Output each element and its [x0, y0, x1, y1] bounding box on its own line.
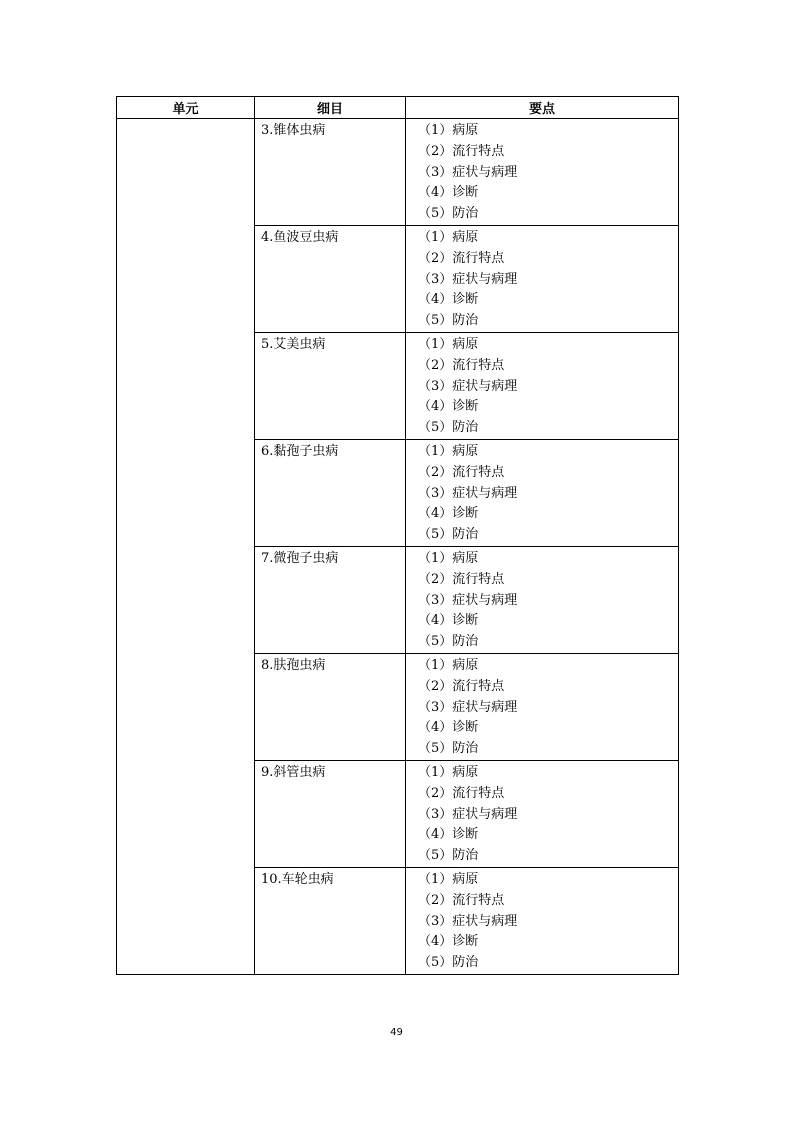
- point-item: （3）症状与病理: [418, 164, 518, 180]
- table-row: [117, 119, 679, 226]
- item-cell: 10.车轮虫病: [255, 868, 406, 975]
- points-cell: [406, 761, 679, 868]
- header-item: 细目: [255, 97, 406, 119]
- point-item: （2）流行特点: [418, 250, 505, 266]
- point-item: （1）病原: [418, 337, 479, 352]
- item-cell: 7.微孢子虫病: [255, 547, 406, 654]
- point-item: （1）病原: [418, 123, 479, 138]
- point-item: （3）症状与病理: [418, 699, 518, 715]
- point-item: （2）流行特点: [418, 892, 505, 908]
- points-cell: [406, 654, 679, 761]
- point-item: （1）病原: [418, 444, 479, 459]
- point-item: （1）病原: [418, 765, 479, 780]
- item-cell: 4.鱼波豆虫病: [255, 226, 406, 333]
- points-cell: [406, 333, 679, 440]
- header-points: 要点: [406, 97, 679, 119]
- point-item: （4）诊断: [418, 185, 479, 201]
- point-item: （3）症状与病理: [418, 806, 518, 822]
- table-header-row: [117, 97, 679, 119]
- point-item: （5）防治: [418, 848, 479, 864]
- point-item: （3）症状与病理: [418, 485, 518, 501]
- point-item: （1）病原: [418, 551, 479, 566]
- point-item: （3）症状与病理: [418, 592, 518, 608]
- table-body: [117, 119, 679, 975]
- points-cell: [406, 119, 679, 226]
- page-number: 49: [390, 1027, 403, 1038]
- item-cell: 5.艾美虫病: [255, 333, 406, 440]
- unit-cell: [117, 119, 255, 975]
- point-item: （5）防治: [418, 955, 479, 971]
- item-cell: 3.锥体虫病: [255, 119, 406, 226]
- point-item: （4）诊断: [418, 506, 479, 522]
- point-item: （4）诊断: [418, 934, 479, 950]
- point-item: （1）病原: [418, 658, 479, 673]
- point-item: （4）诊断: [418, 827, 479, 843]
- points-cell: [406, 547, 679, 654]
- item-cell: 8.肤孢虫病: [255, 654, 406, 761]
- point-item: （1）病原: [418, 230, 479, 245]
- point-item: （5）防治: [418, 313, 479, 329]
- point-item: （2）流行特点: [418, 143, 505, 159]
- points-cell: [406, 440, 679, 547]
- point-item: （5）防治: [418, 206, 479, 222]
- point-item: （3）症状与病理: [418, 913, 518, 929]
- point-item: （2）流行特点: [418, 357, 505, 373]
- point-item: （4）诊断: [418, 292, 479, 308]
- point-item: （5）防治: [418, 741, 479, 757]
- point-item: （2）流行特点: [418, 785, 505, 801]
- points-cell: [406, 868, 679, 975]
- point-item: （4）诊断: [418, 613, 479, 629]
- point-item: （5）防治: [418, 527, 479, 543]
- point-item: （2）流行特点: [418, 678, 505, 694]
- point-item: （2）流行特点: [418, 464, 505, 480]
- point-item: （5）防治: [418, 634, 479, 650]
- point-item: （2）流行特点: [418, 571, 505, 587]
- point-item: （3）症状与病理: [418, 271, 518, 287]
- point-item: （3）症状与病理: [418, 378, 518, 394]
- point-item: （4）诊断: [418, 720, 479, 736]
- points-cell: [406, 226, 679, 333]
- point-item: （4）诊断: [418, 399, 479, 415]
- item-cell: 9.斜管虫病: [255, 761, 406, 868]
- point-item: （5）防治: [418, 420, 479, 436]
- syllabus-table: [116, 96, 679, 975]
- point-item: （1）病原: [418, 872, 479, 887]
- item-cell: 6.黏孢子虫病: [255, 440, 406, 547]
- header-unit: 单元: [117, 97, 255, 119]
